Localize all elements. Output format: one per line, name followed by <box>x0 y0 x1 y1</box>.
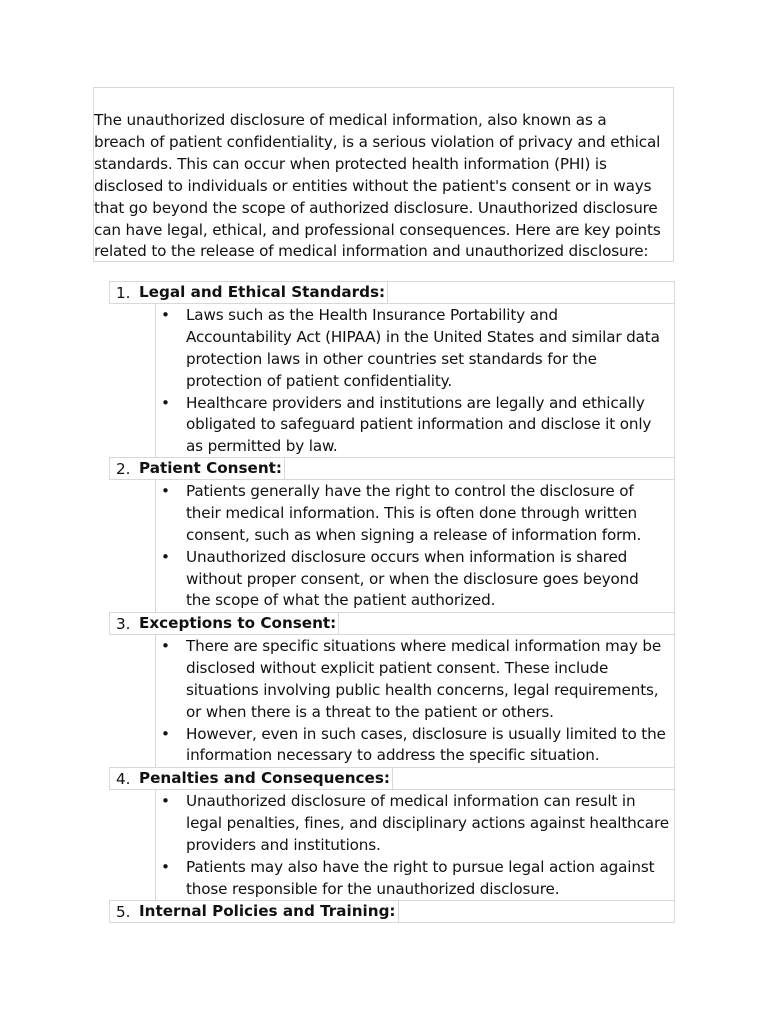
bullet-text-line: protection laws in other countries set standards for the <box>186 349 597 368</box>
intro-line: breach of patient confidentiality, is a serious violation of privacy and ethical <box>94 132 661 151</box>
bullet-list <box>155 480 675 612</box>
section-heading-row <box>109 457 675 480</box>
intro-line: can have legal, ethical, and professional consequences. Here are key points <box>94 220 661 239</box>
bullet-text-line: disclosed without explicit patient consent. These include <box>186 658 609 677</box>
bullet-list <box>155 790 675 900</box>
section-number: 5. <box>116 903 131 921</box>
intro-line: disclosed to individuals or entities without the patient's consent or in ways <box>94 176 652 195</box>
bullet-text-line: consent, such as when signing a release of information form. <box>186 525 642 544</box>
section-number: 2. <box>116 460 131 478</box>
bullet-text-line: However, even in such cases, disclosure is usually limited to the <box>186 724 666 743</box>
intro-line: The unauthorized disclosure of medical information, also known as a <box>94 111 607 129</box>
section-heading: Patient Consent: <box>137 457 285 480</box>
bullet-text-line: obligated to safeguard patient information and disclose it only <box>186 415 652 434</box>
section-number: 4. <box>116 770 131 788</box>
bullet-text-line: Unauthorized disclosure of medical information can result in <box>186 792 636 810</box>
bullet-text-line: Patients may also have the right to pursue legal action against <box>186 857 655 876</box>
bullet-marker: • <box>161 482 170 500</box>
bullet-text-line: Healthcare providers and institutions are legally and ethically <box>186 393 645 412</box>
bullet-list <box>155 304 675 457</box>
section-number: 3. <box>116 615 131 633</box>
section-heading: Legal and Ethical Standards: <box>137 281 388 304</box>
bullet-marker: • <box>161 857 170 876</box>
bullet-text-line: information necessary to address the specific situation. <box>186 746 600 765</box>
bullet-text-line: legal penalties, fines, and disciplinary actions against healthcare <box>186 813 669 832</box>
intro-line: related to the release of medical information and unauthorized disclosure: <box>94 242 649 261</box>
bullet-text-line: Laws such as the Health Insurance Portability and <box>186 306 558 324</box>
bullet-text-line: providers and institutions. <box>186 835 381 854</box>
section-heading-row <box>109 767 675 790</box>
bullet-text-line: protection of patient confidentiality. <box>186 371 453 390</box>
bullet-text-line: Patients generally have the right to control the disclosure of <box>186 482 634 500</box>
bullet-text-line: Accountability Act (HIPAA) in the United States and similar data <box>186 327 660 346</box>
bullet-marker: • <box>161 637 170 655</box>
bullet-text-line: without proper consent, or when the disclosure goes beyond <box>186 569 639 588</box>
bullet-marker: • <box>161 792 170 810</box>
section-heading-row <box>109 900 675 923</box>
bullet-text-line: as permitted by law. <box>186 437 338 456</box>
bullet-marker: • <box>161 724 170 743</box>
section-heading-row <box>109 612 675 635</box>
bullet-text-line: their medical information. This is often done through written <box>186 503 638 522</box>
bullet-text-line: or when there is a threat to the patient or others. <box>186 702 554 721</box>
bullet-text-line: Unauthorized disclosure occurs when information is shared <box>186 547 628 566</box>
intro-paragraph-box <box>93 87 674 262</box>
intro-line: that go beyond the scope of authorized disclosure. Unauthorized disclosure <box>94 198 658 217</box>
intro-paragraph <box>94 110 679 263</box>
section-heading-row <box>109 281 675 304</box>
section-heading: Penalties and Consequences: <box>137 767 393 790</box>
section-heading: Exceptions to Consent: <box>137 612 339 635</box>
section-heading: Internal Policies and Training: <box>137 900 399 923</box>
bullet-marker: • <box>161 306 170 324</box>
bullet-text-line: There are specific situations where medical information may be <box>186 637 662 655</box>
bullet-text-line: those responsible for the unauthorized disclosure. <box>186 879 560 898</box>
bullet-text-line: the scope of what the patient authorized. <box>186 591 496 610</box>
bullet-list <box>155 635 675 767</box>
bullet-text-line: situations involving public health concerns, legal requirements, <box>186 680 659 699</box>
bullet-marker: • <box>161 547 170 566</box>
section-number: 1. <box>116 284 131 302</box>
intro-line: standards. This can occur when protected health information (PHI) is <box>94 154 607 173</box>
bullet-marker: • <box>161 393 170 412</box>
